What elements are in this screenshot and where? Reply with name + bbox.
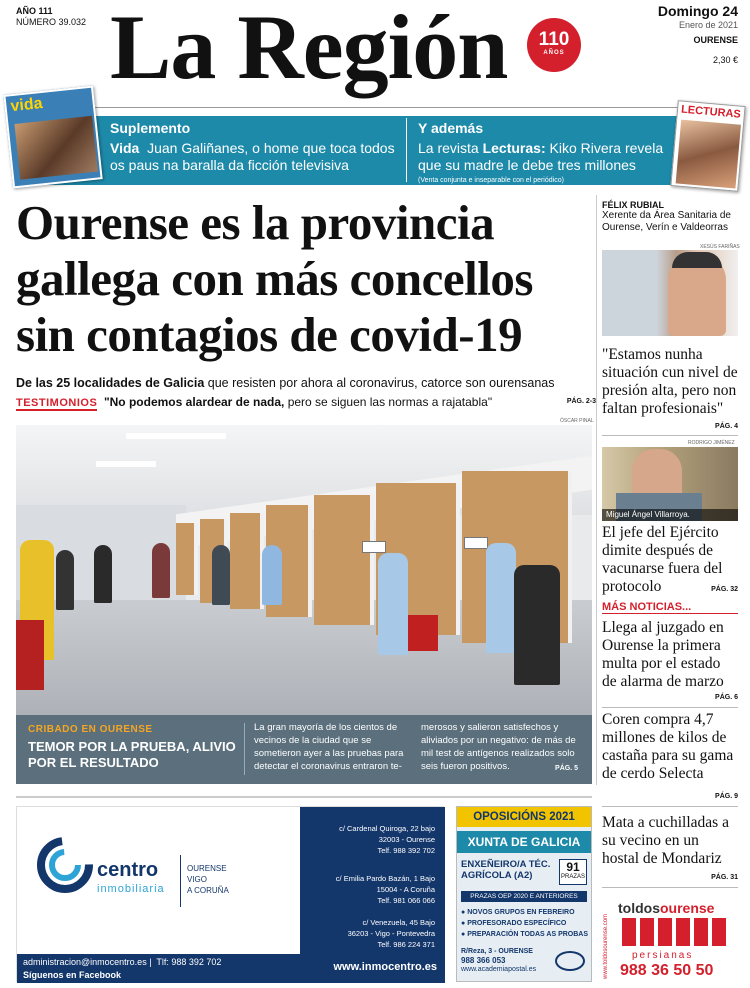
centro-office-line: c/ Venezuela, 45 Bajo [362,918,435,927]
caption-separator [244,723,245,775]
oposi-bullet-text: PROFESORADO ESPECÍFICO [467,920,567,927]
oposi-note: PRAZAS OEP 2020 E ANTERIORES [461,891,587,902]
centro-city: VIGO [187,875,208,884]
oposi-places [559,859,587,885]
story2-page-ref: PÁG. 6 [715,694,738,701]
centro-office-line: Telf. 988 392 702 [377,846,435,855]
interview-block[interactable] [602,200,738,234]
toldos-sub: persianas [632,950,694,961]
anniversary-badge [527,18,581,72]
story3-page-ref: PÁG. 9 [715,793,738,800]
testimonios-line[interactable] [16,395,596,409]
story1-photo[interactable] [602,447,738,521]
extra-text-block [418,140,670,174]
oposi-bullets [461,907,588,940]
centro-email-text: administracion@inmocentro.es [23,957,147,967]
supplement-vida[interactable] [110,120,400,174]
photo-person [56,550,74,610]
oposi-bullet: ● PREPARACIÓN TODAS AS PROBAS [461,931,589,938]
photo-booth [230,513,264,609]
right-rule [602,806,738,807]
lead-deck [16,376,596,390]
extra-note: (Venta conjunta e inseparable con el periódico) [418,177,564,184]
toldos-phone[interactable]: 988 36 50 50 [620,962,714,979]
interview-quote[interactable]: "Estamos nunha situación cun nivel de presión alta, pero non faltan profesionais" [602,346,738,417]
extra-title: Y además [418,120,484,136]
oposi-web[interactable]: www.academiapostal.es [461,966,537,973]
photo-caption-box[interactable] [16,715,592,784]
centro-office-line: Telf. 986 224 371 [377,940,435,949]
oposi-places-label: PRAZAS [560,874,585,880]
right-rule [602,887,738,888]
testimonios-tag: TESTIMONIOS [16,397,98,409]
right-rule [602,707,738,708]
issue-day: Domingo 24 [657,3,738,19]
story1-headline[interactable]: El jefe del Ejército dimite después de vacunarse fuera del protocolo [602,524,723,595]
supplement-text-block [110,140,400,174]
centro-web[interactable]: www.inmocentro.es [333,961,437,973]
oposi-bullet-text: NOVOS GRUPOS EN FEBREIRO [467,909,575,916]
toldos-web[interactable]: www.toldosourense.com [603,913,609,979]
photo-bin [16,620,44,690]
photo-person [378,553,408,655]
story1-photo-caption: Miguel Ángel Villarroya. [602,509,738,521]
band-divider [406,118,407,182]
lead-headline[interactable]: Ourense es la provincia gallega con más concellos sin contagios de covid-19 [16,195,533,362]
centro-office-line: c/ Cardenal Quiroga, 22 bajo [339,824,435,833]
supplement-text: Juan Galiñanes, o home que toca todos os paus na baralla da ficción televisiva [110,140,395,173]
centro-brand-sub: inmobiliaria [97,883,165,895]
caption-title: TEMOR POR LA PRUEBA, ALIVIO POR EL RESULTADO [28,739,236,770]
interview-photo-credit: XESÚS FARIÑAS [700,244,740,250]
oposi-job: ENXEÑEIRO/A TÉC. AGRÍCOLA (A2) [461,859,551,881]
extra-label: Lecturas: [482,140,546,156]
testimonios-quote: "No podemos alardear de nada, [103,395,285,409]
photo-bin [408,615,438,651]
lead-photo-credit: ÓSCAR PINAL [560,418,594,424]
centro-facebook[interactable]: Síguenos en Facebook [23,970,122,980]
oposiciones-ad[interactable] [456,806,592,982]
centro-city: OURENSE [187,864,227,873]
masthead-rule [16,107,738,108]
story1-photo-credit: RODRIGO JIMÉNEZ [688,440,735,446]
issue-date: Enero de 2021 [678,20,738,30]
lecturas-cover-thumbnail[interactable] [670,100,745,192]
centro-logo-icon [37,837,93,893]
centro-office-line: 36203 - Vigo - Pontevedra [347,929,435,938]
lead-photo[interactable] [16,425,592,715]
centro-phone: Tlf: 988 392 702 [156,957,222,967]
lecturas-cover-title: LECTURAS [680,103,742,121]
centro-office-3 [307,917,435,950]
centro-cities [187,863,229,896]
centro-office-line: Telf. 981 066 066 [377,896,435,905]
centro-office-line: 15004 - A Coruña [376,885,435,894]
oposi-title: OPOSICIÓNS 2021 [457,807,591,827]
right-column-rule [596,195,597,785]
centro-inmobiliaria-ad[interactable] [16,806,444,982]
centro-brand: centro [97,859,159,881]
story2-headline[interactable]: Llega al juzgado en Ourense la primera multa por el estado de alarma de marzo [602,619,724,690]
masthead-issue-info [16,6,86,28]
oposi-address: R/Reza, 3 - OURENSE [461,948,533,955]
interview-page-ref: PÁG. 4 [715,423,738,430]
oposi-places-number: 91 [566,860,580,874]
academia-logo-icon [555,951,585,971]
story1-page-ref: PÁG. 32 [711,586,738,593]
extra-intro: La revista [418,140,479,156]
photo-booth [176,523,198,595]
toldos-brand-a: toldos [618,900,660,916]
vida-cover-title: vida [9,94,44,116]
photo-booth-sign [362,541,386,553]
centro-email[interactable]: administracion@inmocentro.es | Tlf: 988 392 702 [23,957,222,967]
caption-text-col2: merosos y salieron satisfechos y aliviados por un negativo: de más de mil test de antígenos realizados solo seis fueron positivos. [421,722,576,772]
photo-booth-sign [464,537,488,549]
photo-person [212,545,230,605]
interview-role: Xerente da Área Sanitaria de Ourense, Verín e Valdeorras [602,210,731,233]
issue-year: AÑO 111 [16,6,53,16]
story4-page-ref: PÁG. 31 [711,874,738,881]
anniversary-number: 110 [538,29,570,50]
centro-office-1 [307,823,435,856]
supplement-lecturas[interactable] [418,120,670,184]
toldos-brand [618,900,714,916]
vida-cover-thumbnail[interactable] [3,86,102,189]
story4-headline[interactable]: Mata a cuchilladas a su vecino en un hostal de Mondariz [602,814,729,867]
interview-photo-hair [672,252,722,268]
issue-city: OURENSE [693,35,738,45]
extra-text: Kiko Rivera revela que su madre le debe tres millones [418,140,664,173]
caption-kicker: CRIBADO EN OURENSE [28,724,153,735]
right-rule [602,435,738,436]
caption-text-col1: La gran mayoría de los cientos de vecinos de la ciudad que se sometieron ayer a las pruebas para detectar el coronavirus entraron te- [254,722,404,772]
testimonios-rest: pero se siguen las normas a rajatabla" [287,395,493,409]
toldos-brand-b: ourense [660,900,715,916]
interview-name: FÉLIX RUBIAL [602,200,664,210]
issue-price: 2,30 € [712,55,738,65]
photo-person [486,543,516,653]
interview-photo[interactable] [602,250,738,336]
centro-office-line: 32003 - Ourense [378,835,435,844]
more-news-label: MÁS NOTICIAS... [602,601,738,614]
awning-icon [622,918,732,950]
newspaper-logo[interactable]: La Región [110,0,508,98]
oposi-bullet-text: PREPARACIÓN TODAS AS PROBAS [467,931,589,938]
masthead-date-info [658,4,738,66]
photo-person [94,545,112,603]
lead-deck-rest: que resisten por ahora al coronavirus, catorce son ourensanas [207,376,555,390]
photo-person [514,565,560,685]
centro-office-2 [307,873,435,906]
centro-divider [180,855,181,907]
supplement-label: Vida [110,140,140,156]
issue-number: NÚMERO 39.032 [16,17,87,27]
oposi-bullet: ● NOVOS GRUPOS EN FEBREIRO [461,909,575,916]
photo-person [152,543,170,598]
vida-cover-photo [14,116,97,180]
story3-headline[interactable]: Coren compra 4,7 millones de kilos de castaña para su gama de cerdo Selecta [602,711,734,782]
lecturas-cover-photo [676,120,741,189]
anniversary-text: AÑOS [543,50,565,56]
photo-ceiling-light [126,433,226,439]
oposi-subtitle: XUNTA DE GALICIA [457,831,591,853]
lead-page-ref: PÁG. 2-3 [566,398,596,405]
centro-city: A CORUÑA [187,886,229,895]
supplement-title: Suplemento [110,120,191,136]
photo-person [262,545,282,605]
oposi-phone: 988 366 053 [461,956,506,965]
toldos-ourense-ad[interactable] [602,898,738,982]
caption-page-ref: PÁG. 5 [555,765,578,772]
ads-rule [16,796,592,798]
lead-deck-bold: De las 25 localidades de Galicia [16,376,205,390]
centro-office-line: c/ Emilia Pardo Bazán, 1 Bajo [335,874,435,883]
oposi-bullet: ● PROFESORADO ESPECÍFICO [461,920,567,927]
photo-ceiling-light [96,461,156,467]
photo-booth [314,495,374,625]
